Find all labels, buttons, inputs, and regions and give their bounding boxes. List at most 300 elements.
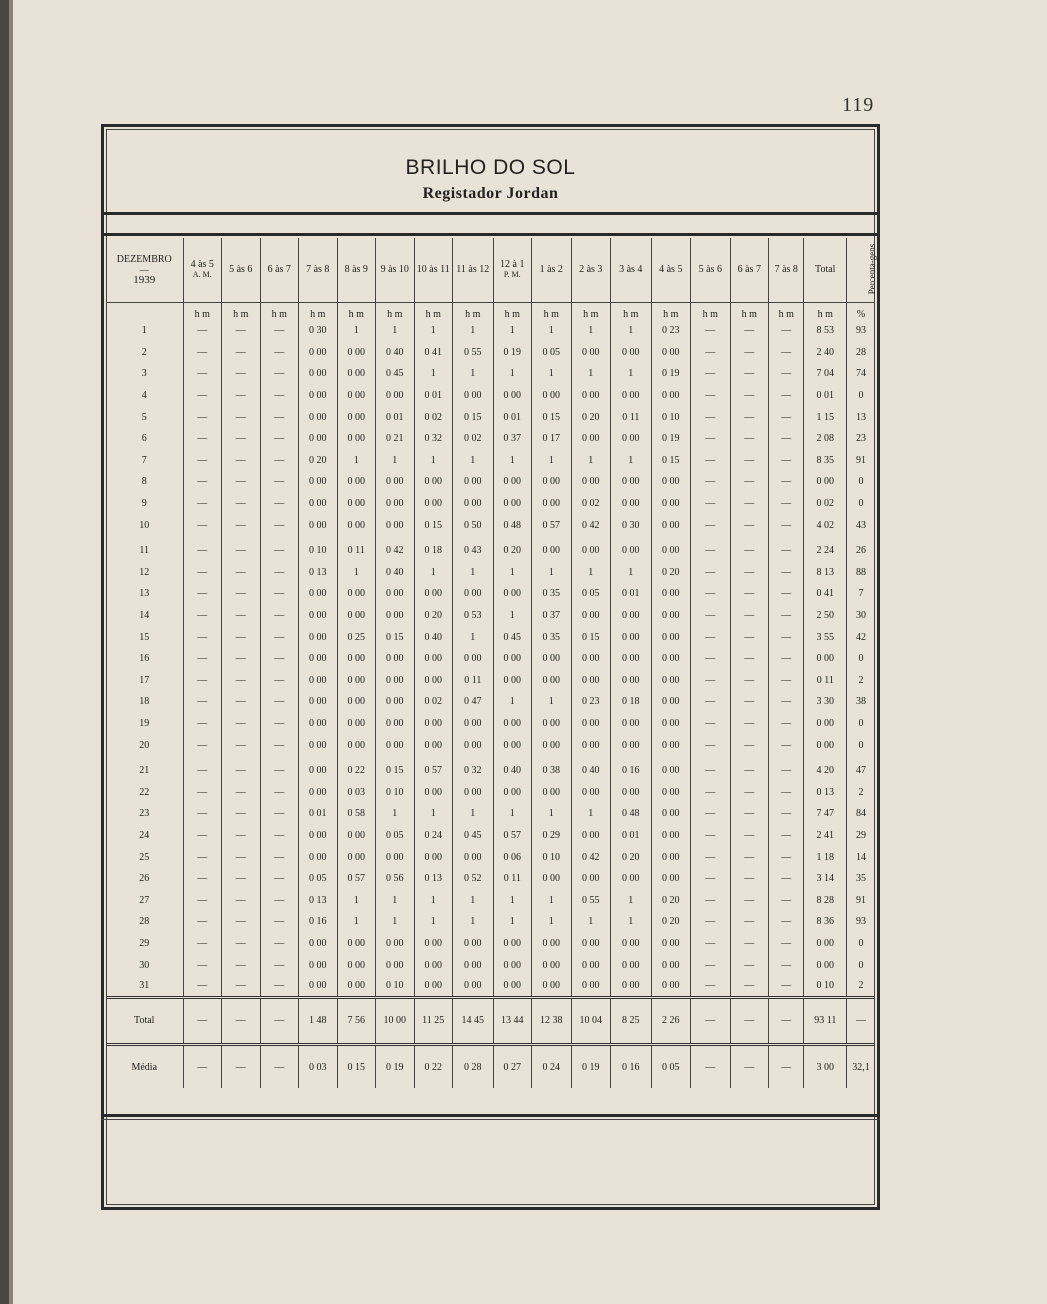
hour-cell: 0 00 (651, 803, 691, 825)
hour-cell: 1 (493, 911, 532, 933)
hour-cell: 0 00 (611, 626, 652, 648)
hour-cell: 0 00 (337, 493, 376, 515)
table-row (106, 562, 875, 584)
hour-cell: 0 00 (611, 605, 652, 627)
day-cell: 10 (106, 514, 183, 536)
hour-cell: 13 44 (493, 997, 532, 1044)
total-cell: 8 35 (804, 450, 847, 472)
hour-cell: 0 00 (337, 691, 376, 713)
hour-cell: 0 00 (453, 471, 494, 493)
header-hour-label: 6 às 7 (267, 263, 291, 275)
hour-cell: 1 (532, 691, 572, 713)
header-total: Total (804, 238, 847, 302)
hour-cell: 0 00 (414, 670, 453, 692)
hour-cell: 1 (337, 889, 376, 911)
hour-cell: 0 37 (532, 605, 572, 627)
hour-cell: — (260, 976, 299, 998)
hour-cell: — (222, 825, 261, 847)
day-cell: 24 (106, 825, 183, 847)
hour-cell: 0 45 (453, 825, 494, 847)
table-bottom-rule-thin (101, 1119, 880, 1120)
hour-cell: 0 00 (571, 385, 611, 407)
hour-cell: — (183, 562, 222, 584)
total-cell: 0 01 (804, 385, 847, 407)
table-row (106, 911, 875, 933)
hour-cell: 0 23 (571, 691, 611, 713)
hour-cell: — (222, 363, 261, 385)
hour-cell: — (183, 514, 222, 536)
hour-cell: — (183, 493, 222, 515)
hour-cell: — (183, 540, 222, 562)
hour-cell: 0 00 (651, 976, 691, 998)
hour-cell: — (769, 583, 804, 605)
hour-cell: 0 05 (571, 583, 611, 605)
pct-cell: 7 (858, 588, 864, 600)
hour-cell: — (769, 997, 804, 1044)
hour-cell: 0 00 (571, 781, 611, 803)
hour-cell: 0 00 (611, 954, 652, 976)
header-hour-15 (730, 238, 769, 302)
hour-cell: 0 00 (453, 846, 494, 868)
unit-label: h m (730, 302, 769, 320)
header-hour-9 (493, 238, 532, 302)
hour-cell: 11 25 (414, 997, 453, 1044)
hour-cell: 0 57 (532, 514, 572, 536)
total-cell: 0 11 (804, 670, 847, 692)
hour-cell: — (730, 493, 769, 515)
hour-cell: — (260, 363, 299, 385)
hour-cell: — (260, 954, 299, 976)
hour-cell: 0 02 (453, 428, 494, 450)
hour-cell: 0 22 (337, 760, 376, 782)
hour-cell: 10 04 (571, 997, 611, 1044)
total-cell: 0 00 (804, 954, 847, 976)
hour-cell: — (260, 514, 299, 536)
hour-cell: — (260, 385, 299, 407)
header-hour-period: P. M. (503, 269, 521, 279)
unit-label: % (856, 309, 866, 320)
unit-label: h m (571, 302, 611, 320)
hour-cell: 1 (611, 562, 652, 584)
hour-cell: 0 55 (453, 342, 494, 364)
hour-cell: — (260, 605, 299, 627)
total-cell: 0 00 (804, 734, 847, 756)
hour-cell: 0 01 (376, 406, 415, 428)
hour-cell: — (730, 583, 769, 605)
hour-cell: — (222, 691, 261, 713)
hour-cell: — (183, 385, 222, 407)
hour-cell: 0 00 (376, 670, 415, 692)
header-hour-11 (571, 238, 611, 302)
table-row (106, 342, 875, 364)
hour-cell: — (691, 540, 731, 562)
hour-cell: 0 00 (376, 514, 415, 536)
hour-cell: 0 55 (571, 889, 611, 911)
hour-cell: — (183, 342, 222, 364)
hour-cell: — (730, 803, 769, 825)
hour-cell: 0 00 (571, 976, 611, 998)
hour-cell: — (183, 933, 222, 955)
hour-cell: — (691, 562, 731, 584)
table-bottom-rule (101, 1114, 880, 1117)
total-cell: 8 53 (804, 320, 847, 342)
day-cell: 7 (106, 450, 183, 472)
hour-cell: 0 00 (376, 734, 415, 756)
table-row (106, 803, 875, 825)
hour-cell: — (730, 954, 769, 976)
hour-cell: — (691, 363, 731, 385)
pct-cell: 23 (856, 433, 867, 445)
header-hour-label: 11 às 12 (456, 263, 490, 275)
hour-cell: — (769, 471, 804, 493)
hour-cell: — (730, 846, 769, 868)
hour-cell: — (222, 471, 261, 493)
hour-cell: 0 15 (453, 406, 494, 428)
hour-cell: 0 00 (571, 933, 611, 955)
hour-cell: 0 00 (611, 933, 652, 955)
hour-cell: 1 (493, 562, 532, 584)
total-cell: 0 00 (804, 713, 847, 735)
header-percentages (847, 238, 878, 302)
hour-cell: 0 00 (299, 493, 338, 515)
hour-cell: — (183, 471, 222, 493)
hour-cell: 0 11 (337, 540, 376, 562)
hour-cell: — (183, 868, 222, 890)
hour-cell: — (769, 363, 804, 385)
unit-label: h m (222, 302, 261, 320)
hour-cell: — (183, 803, 222, 825)
hour-cell: 0 00 (493, 493, 532, 515)
pct-cell: 93 (856, 916, 867, 928)
hour-cell: 0 00 (571, 734, 611, 756)
hour-cell: — (691, 342, 731, 364)
day-cell: 21 (106, 760, 183, 782)
hour-cell: — (769, 803, 804, 825)
hour-cell: 0 00 (376, 846, 415, 868)
page-number: 119 (842, 94, 875, 116)
hour-cell: 0 42 (571, 846, 611, 868)
hour-cell: — (691, 889, 731, 911)
hour-cell: 0 00 (532, 713, 572, 735)
hour-cell: 0 00 (453, 933, 494, 955)
hour-cell: 0 00 (571, 954, 611, 976)
day-cell: 25 (106, 846, 183, 868)
header-hour-label: 3 às 4 (619, 263, 643, 275)
hour-cell: — (691, 825, 731, 847)
hour-cell: — (769, 911, 804, 933)
day-cell: 11 (106, 540, 183, 562)
hour-cell: 0 20 (651, 562, 691, 584)
hour-cell: — (769, 626, 804, 648)
hour-cell: — (222, 540, 261, 562)
header-hour-1 (183, 238, 222, 302)
hour-cell: — (730, 933, 769, 955)
hour-cell: 0 00 (299, 342, 338, 364)
day-cell: 18 (106, 691, 183, 713)
hour-cell: 0 00 (651, 648, 691, 670)
hour-cell: — (222, 670, 261, 692)
hour-cell: 0 00 (337, 363, 376, 385)
hour-cell: — (222, 648, 261, 670)
hour-cell: 0 00 (414, 734, 453, 756)
header-hour-label: 12 à 1 (500, 258, 525, 270)
hour-cell: — (730, 911, 769, 933)
hour-cell: — (730, 781, 769, 803)
hour-cell: — (183, 583, 222, 605)
hour-cell: — (769, 868, 804, 890)
hour-cell: — (691, 385, 731, 407)
table-row (106, 471, 875, 493)
hour-cell: — (222, 493, 261, 515)
hour-cell: 0 57 (493, 825, 532, 847)
hour-cell: 1 (376, 803, 415, 825)
hour-cell: 0 24 (414, 825, 453, 847)
hour-cell: 0 41 (414, 342, 453, 364)
hour-cell: 0 52 (453, 868, 494, 890)
hour-cell: 1 (453, 450, 494, 472)
hour-cell: 0 00 (651, 933, 691, 955)
hour-cell: 0 00 (299, 713, 338, 735)
table-row (106, 954, 875, 976)
day-cell: 14 (106, 605, 183, 627)
day-cell: 27 (106, 889, 183, 911)
table-row (106, 868, 875, 890)
hour-cell: — (183, 825, 222, 847)
hour-cell: — (222, 997, 261, 1044)
hour-cell: — (222, 320, 261, 342)
total-cell: 7 04 (804, 363, 847, 385)
hour-cell: 0 00 (376, 471, 415, 493)
table-row (106, 626, 875, 648)
hour-cell: — (691, 648, 731, 670)
hour-cell: — (691, 626, 731, 648)
hour-cell: 0 00 (493, 583, 532, 605)
hour-cell: — (691, 320, 731, 342)
hour-cell: 0 00 (337, 342, 376, 364)
hour-cell: 0 03 (337, 781, 376, 803)
hour-cell: 0 00 (611, 471, 652, 493)
hour-cell: 0 00 (337, 954, 376, 976)
hour-cell: 0 00 (376, 954, 415, 976)
hour-cell: — (730, 626, 769, 648)
pct-cell: 84 (856, 808, 867, 820)
hour-cell: 0 00 (453, 493, 494, 515)
hour-cell: 0 19 (376, 1044, 415, 1088)
hour-cell: — (222, 1044, 261, 1088)
hour-cell: 0 16 (611, 1044, 652, 1088)
hour-cell: — (691, 713, 731, 735)
hour-cell: 0 00 (376, 713, 415, 735)
total-cell: 7 47 (804, 803, 847, 825)
hour-cell: 1 (571, 911, 611, 933)
hour-cell: 0 00 (532, 976, 572, 998)
hour-cell: — (691, 997, 731, 1044)
header-hour-14 (691, 238, 731, 302)
day-cell: 19 (106, 713, 183, 735)
hour-cell: 0 23 (651, 320, 691, 342)
hour-cell: — (769, 954, 804, 976)
hour-cell: 1 (611, 911, 652, 933)
hour-cell: 0 00 (651, 691, 691, 713)
hour-cell: — (222, 450, 261, 472)
hour-cell: — (769, 1044, 804, 1088)
pct-cell: 91 (856, 454, 867, 466)
unit-label: h m (183, 302, 222, 320)
hour-cell: 0 00 (414, 976, 453, 998)
hour-cell: 0 45 (493, 626, 532, 648)
hour-cell: 0 00 (493, 713, 532, 735)
hour-cell: 0 00 (651, 493, 691, 515)
hour-cell: 0 00 (571, 428, 611, 450)
pct-cell: 0 (858, 959, 864, 971)
hour-cell: — (183, 428, 222, 450)
table-row (106, 450, 875, 472)
header-hour-label: 7 às 8 (306, 263, 330, 275)
hour-cell: 0 00 (299, 605, 338, 627)
sunshine-table (106, 238, 878, 1088)
title-separator-bottom (101, 233, 880, 236)
header-hour-3 (260, 238, 299, 302)
hour-cell: 1 (532, 562, 572, 584)
hour-cell: 0 11 (453, 670, 494, 692)
hour-cell: 0 00 (651, 825, 691, 847)
hour-cell: 0 00 (337, 976, 376, 998)
hour-cell: 0 20 (493, 540, 532, 562)
hour-cell: 1 (337, 320, 376, 342)
hour-cell: 0 22 (414, 1044, 453, 1088)
hour-cell: 0 00 (651, 605, 691, 627)
day-cell: 23 (106, 803, 183, 825)
hour-cell: — (260, 406, 299, 428)
day-cell: 13 (106, 583, 183, 605)
hour-cell: 0 00 (414, 781, 453, 803)
hour-cell: 0 30 (299, 320, 338, 342)
hour-cell: 1 (532, 363, 572, 385)
totals-row (106, 997, 875, 1044)
total-cell: 2 08 (804, 428, 847, 450)
header-hour-label: 4 às 5 (659, 263, 683, 275)
hour-cell: 0 42 (376, 540, 415, 562)
hour-cell: — (730, 450, 769, 472)
table-row (106, 428, 875, 450)
hour-cell: — (222, 781, 261, 803)
hour-cell: — (769, 825, 804, 847)
hour-cell: 0 00 (453, 648, 494, 670)
hour-cell: — (222, 713, 261, 735)
hour-cell: 0 15 (337, 1044, 376, 1088)
hour-cell: — (183, 911, 222, 933)
hour-cell: 0 00 (611, 976, 652, 998)
table-row (106, 713, 875, 735)
day-cell: 26 (106, 868, 183, 890)
hour-cell: 0 00 (453, 781, 494, 803)
hour-cell: — (183, 954, 222, 976)
hour-cell: — (260, 933, 299, 955)
hour-cell: — (260, 911, 299, 933)
hour-cell: 0 01 (611, 825, 652, 847)
hour-cell: 0 00 (453, 583, 494, 605)
hour-cell: — (730, 562, 769, 584)
unit-label: h m (337, 302, 376, 320)
hour-cell: 0 00 (299, 933, 338, 955)
hour-cell: 1 (493, 605, 532, 627)
hour-cell: 0 00 (299, 428, 338, 450)
pct-cell: 26 (856, 545, 867, 557)
hour-cell: 0 00 (532, 933, 572, 955)
hour-cell: 0 00 (651, 954, 691, 976)
pct-cell: 0 (858, 498, 864, 510)
table-row (106, 781, 875, 803)
hour-cell: — (691, 846, 731, 868)
hour-cell: — (183, 846, 222, 868)
hour-cell: 1 (453, 803, 494, 825)
unit-label: h m (611, 302, 652, 320)
unit-label: h m (453, 302, 494, 320)
day-cell: 5 (106, 406, 183, 428)
book-binding-edge (0, 0, 9, 1304)
day-cell: 9 (106, 493, 183, 515)
table-row (106, 385, 875, 407)
hour-cell: 0 00 (299, 583, 338, 605)
total-cell: 3 30 (804, 691, 847, 713)
hour-cell: 0 11 (493, 868, 532, 890)
hour-cell: 0 05 (532, 342, 572, 364)
hour-cell: — (691, 670, 731, 692)
header-percentages-label: Percenta-gens (867, 244, 878, 295)
hour-cell: 0 00 (414, 954, 453, 976)
hour-cell: — (691, 450, 731, 472)
hour-cell: — (691, 976, 731, 998)
hour-cell: — (769, 428, 804, 450)
hour-cell: 0 00 (611, 385, 652, 407)
hour-cell: — (260, 450, 299, 472)
day-cell: 15 (106, 626, 183, 648)
total-cell: 0 41 (804, 583, 847, 605)
hour-cell: — (691, 406, 731, 428)
hour-cell: 1 (493, 691, 532, 713)
hour-cell: — (769, 734, 804, 756)
hour-cell: — (183, 734, 222, 756)
hour-cell: 0 00 (414, 471, 453, 493)
hour-cell: 0 19 (651, 363, 691, 385)
hour-cell: 0 00 (493, 648, 532, 670)
hour-cell: — (730, 713, 769, 735)
day-cell: 31 (106, 976, 183, 998)
hour-cell: 1 (414, 450, 453, 472)
hour-cell: 1 (571, 320, 611, 342)
hour-cell: 1 (571, 363, 611, 385)
total-cell: 3 55 (804, 626, 847, 648)
hour-cell: 0 00 (414, 713, 453, 735)
hour-cell: 0 15 (376, 626, 415, 648)
hour-cell: — (260, 868, 299, 890)
table-row (106, 493, 875, 515)
hour-cell: 0 13 (299, 889, 338, 911)
hour-cell: 0 00 (493, 976, 532, 998)
hour-cell: — (691, 868, 731, 890)
hour-cell: — (222, 846, 261, 868)
pct-cell: 38 (856, 696, 867, 708)
hour-cell: 0 00 (651, 846, 691, 868)
unit-label: h m (376, 302, 415, 320)
total-cell: 0 00 (804, 471, 847, 493)
table-row (106, 670, 875, 692)
hour-cell: 0 18 (611, 691, 652, 713)
hour-cell: — (183, 760, 222, 782)
hour-cell: 0 00 (532, 471, 572, 493)
hour-cell: 0 00 (493, 954, 532, 976)
hour-cell: — (222, 933, 261, 955)
